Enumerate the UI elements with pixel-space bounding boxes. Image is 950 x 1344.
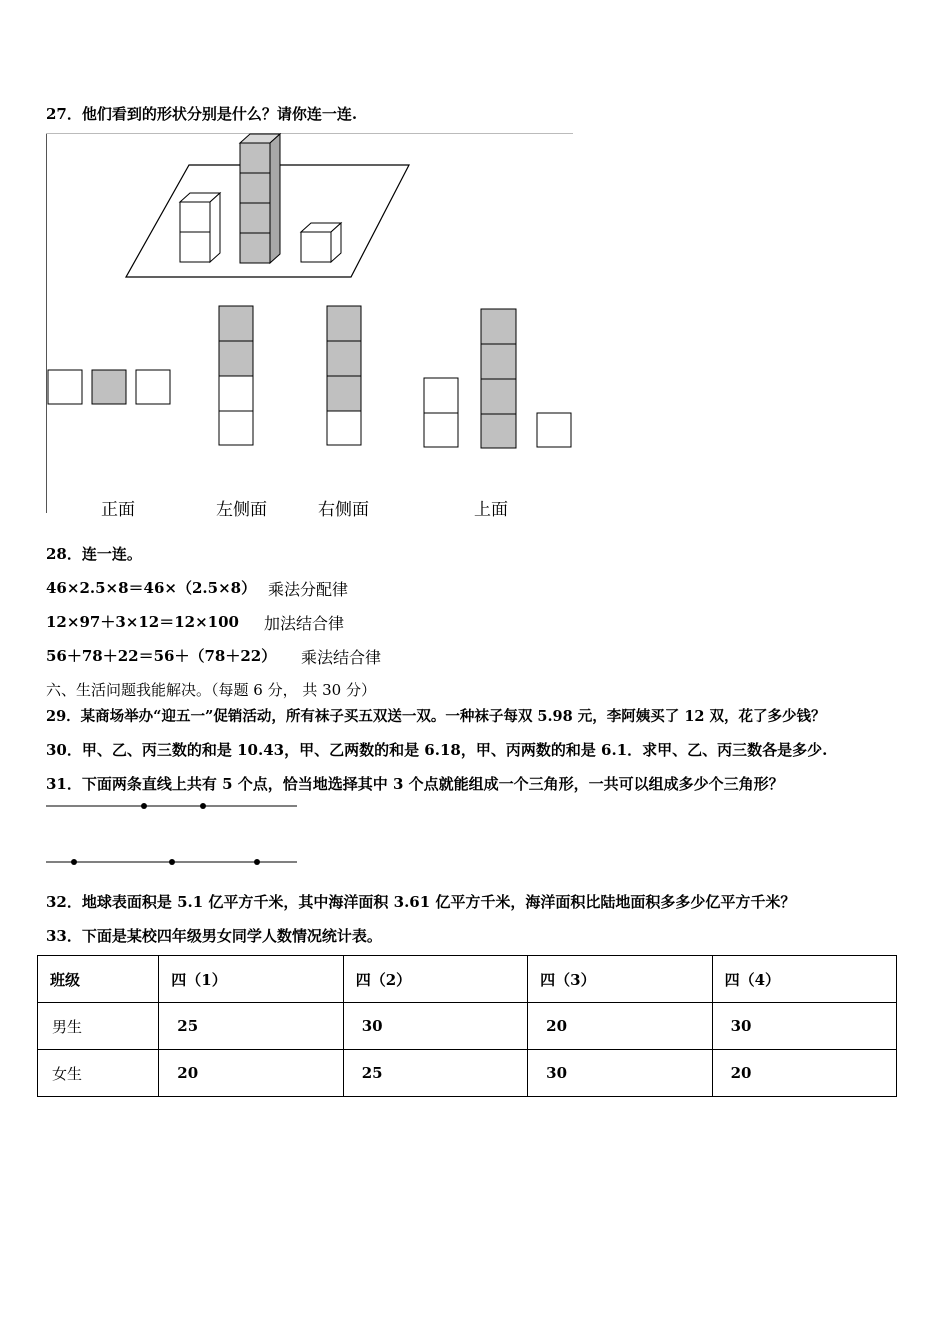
label-left-side: 左侧面 xyxy=(216,500,267,520)
table-cell: 30 xyxy=(528,1050,712,1097)
q28-row-2-right: 加法结合律 xyxy=(264,614,345,633)
question-32: 32．地球表面积是 5.1 亿平方千米，其中海洋面积 3.61 亿平方千米，海洋面积比陆地面积多多少亿平方千米？ xyxy=(46,893,796,911)
point xyxy=(71,859,77,865)
table-cell: 20 xyxy=(712,1050,896,1097)
points-on-lines-figure xyxy=(46,795,306,870)
row-label: 男生 xyxy=(38,1003,159,1050)
question-30: 30．甲、乙、丙三数的和是 10.43，甲、乙两数的和是 6.18，甲、丙两数的和是 6.1．求甲、乙、丙三数各是多少. xyxy=(46,741,828,759)
section-6-heading: 六、生活问题我能解决。（每题 6 分， 共 30 分） xyxy=(46,681,376,699)
view-front xyxy=(48,370,170,404)
question-27-title: 27．他们看到的形状分别是什么？请你连一连. xyxy=(46,105,358,123)
stack-middle xyxy=(240,134,280,263)
table-cell: 25 xyxy=(159,1003,343,1050)
table-cell: 30 xyxy=(712,1003,896,1050)
table-cell: 25 xyxy=(343,1050,527,1097)
question-31: 31．下面两条直线上共有 5 个点，恰当地选择其中 3 个点就能组成一个三角形，一共可以组成多少个三角形？ xyxy=(46,775,784,793)
table-header: 四（1） xyxy=(159,956,343,1003)
table-cell: 20 xyxy=(159,1050,343,1097)
q28-row-1-right: 乘法分配律 xyxy=(268,580,349,599)
table-row xyxy=(38,1050,897,1097)
point xyxy=(254,859,260,865)
point xyxy=(169,859,175,865)
stats-table xyxy=(37,955,897,1097)
table-cell: 20 xyxy=(528,1003,712,1050)
table-header: 四（3） xyxy=(528,956,712,1003)
view-top xyxy=(424,309,571,448)
table-header-row xyxy=(38,956,897,1003)
question-29: 29．某商场举办“迎五一”促销活动，所有袜子买五双送一双。一种袜子每双 5.98 元，李阿姨买了 12 双，花了多少钱？ xyxy=(46,708,826,725)
point xyxy=(141,803,147,809)
cube-views-figure xyxy=(46,133,576,518)
question-28-title: 28．连一连。 xyxy=(46,545,142,563)
view-left-side xyxy=(219,306,253,445)
label-right-side: 右侧面 xyxy=(318,500,369,520)
row-label: 女生 xyxy=(38,1050,159,1097)
table-header: 四（4） xyxy=(712,956,896,1003)
table-header: 四（2） xyxy=(343,956,527,1003)
label-front: 正面 xyxy=(101,500,135,520)
stack-right xyxy=(301,223,341,262)
table-cell: 30 xyxy=(343,1003,527,1050)
label-top: 上面 xyxy=(474,500,508,520)
q28-row-2-left: 12×97＋3×12＝12×100 xyxy=(46,613,239,631)
q28-row-3-right: 乘法结合律 xyxy=(301,648,382,667)
stack-left xyxy=(180,193,220,262)
point xyxy=(200,803,206,809)
q28-row-3-left: 56＋78＋22＝56＋（78＋22） xyxy=(46,647,277,665)
question-33-title: 33．下面是某校四年级男女同学人数情况统计表。 xyxy=(46,927,382,945)
q28-row-1-left: 46×2.5×8＝46×（2.5×8） xyxy=(46,579,257,597)
table-row xyxy=(38,1003,897,1050)
view-right-side xyxy=(327,306,361,445)
table-header: 班级 xyxy=(38,956,159,1003)
